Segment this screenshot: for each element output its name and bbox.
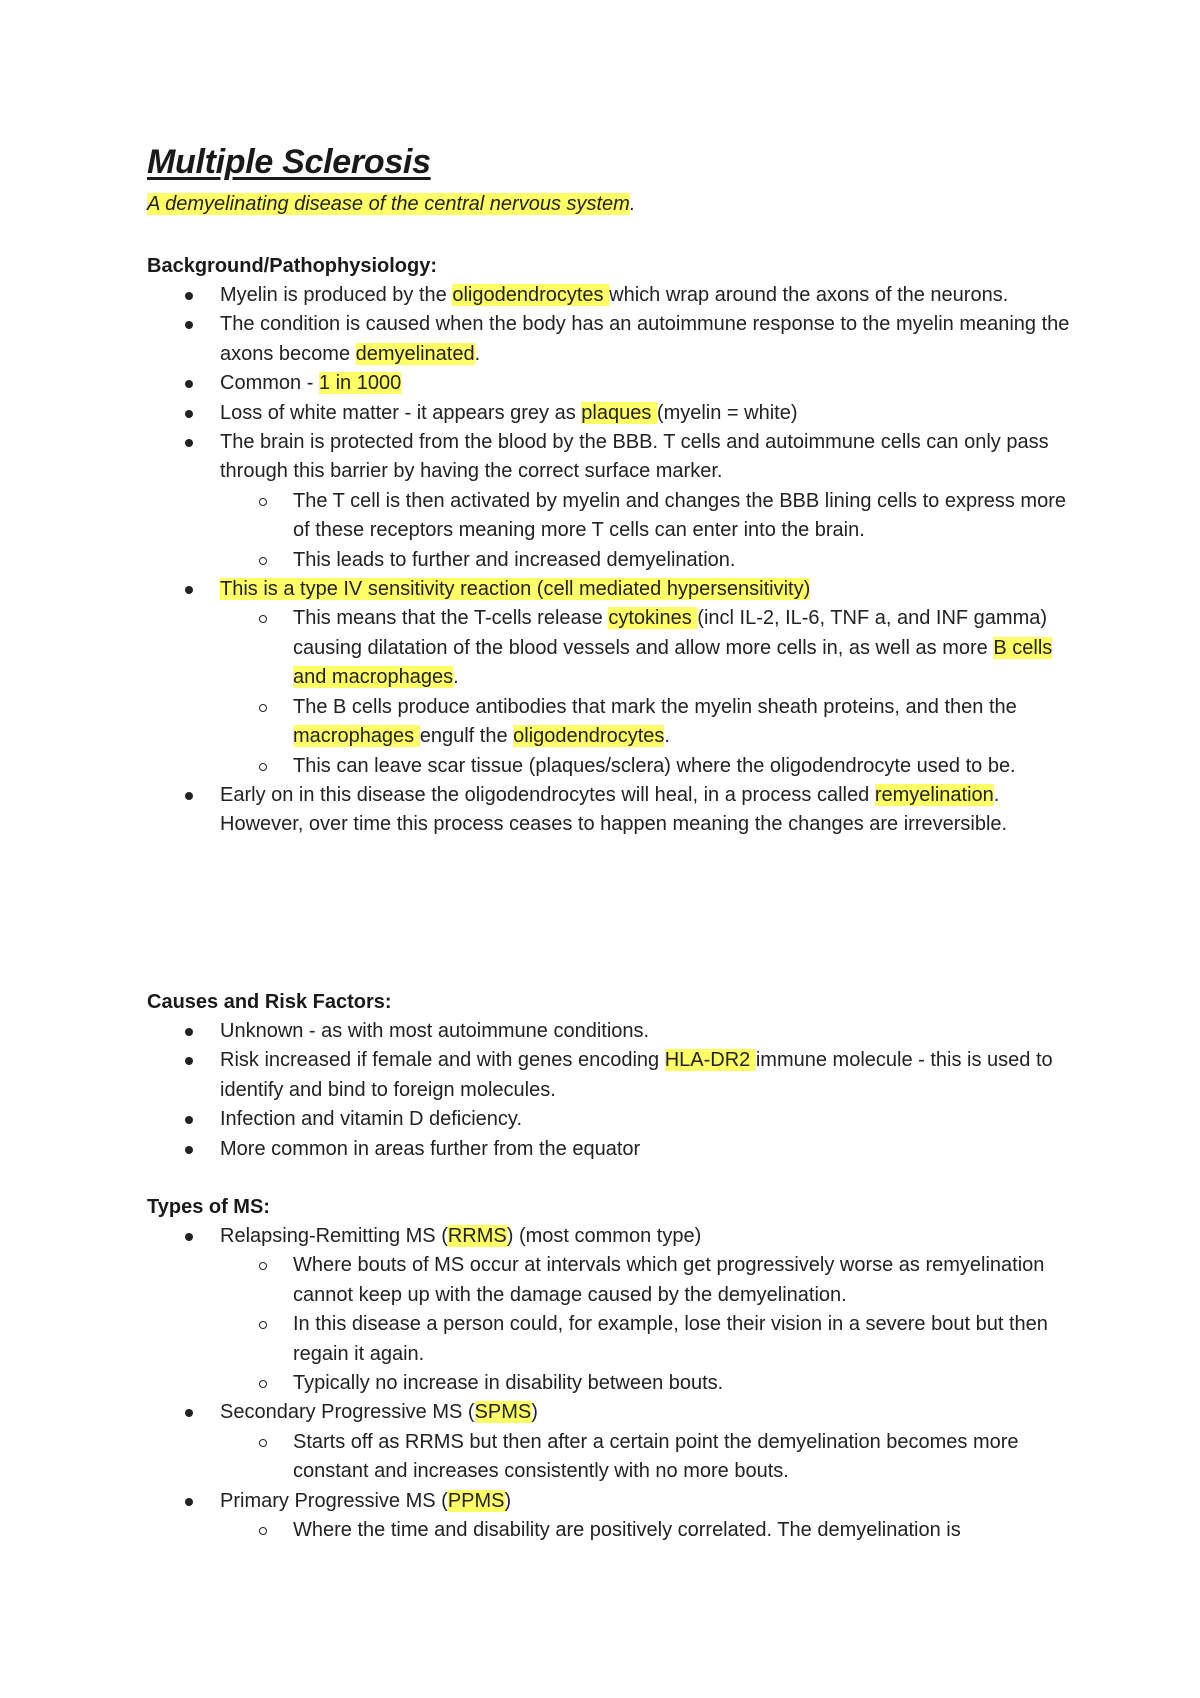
sub-list-item: [220, 1516, 1072, 1545]
list-item: [147, 575, 1072, 781]
item-text: Common -: [220, 372, 319, 395]
item-text: .: [453, 666, 459, 689]
bullet-circle-icon: [259, 1321, 267, 1329]
list-item: [147, 1017, 1072, 1046]
item-text: Typically no increase in disability between bouts.: [293, 1372, 724, 1395]
bullet-circle-icon: [259, 763, 267, 771]
section-heading-background: Background/Pathophysiology:: [147, 255, 438, 277]
document-title: Multiple Sclerosis: [147, 143, 431, 181]
item-text: In this disease a person could, for example, lose their vision in a severe bout but then regain it again.: [293, 1313, 1048, 1365]
sub-bullet-list: [220, 487, 1072, 575]
item-text: immune molecule - this is used to identify and bind to foreign molecules.: [220, 1049, 1053, 1101]
item-text: (myelin = white): [656, 401, 798, 424]
item-text: The condition is caused when the body has an autoimmune response to the myelin meaning the axons become: [220, 313, 1070, 365]
list-item: [147, 310, 1072, 369]
bullet-list: [147, 1017, 1072, 1164]
section-list-background: [147, 281, 1072, 840]
item-text: The T cell is then activated by myelin and changes the BBB lining cells to express more of these receptors meaning more T cells can enter into the brain.: [293, 489, 1066, 542]
bullet-disc-icon: [185, 1233, 193, 1241]
item-text: engulf the: [419, 725, 514, 748]
item-text: .: [474, 342, 481, 365]
list-item: [147, 781, 1072, 840]
bullet-disc-icon: [185, 586, 193, 594]
highlighted-text: cytokines: [608, 607, 698, 630]
item-text: Myelin is produced by the: [220, 284, 453, 306]
item-text: More common in areas further from the equator: [220, 1137, 641, 1160]
highlighted-text: SPMS: [474, 1401, 532, 1424]
item-text: ): [504, 1489, 512, 1512]
item-text: The B cells produce antibodies that mark the myelin sheath proteins, and then the: [293, 695, 1017, 718]
highlighted-text: macrophages: [293, 725, 420, 748]
item-text: which wrap around the axons of the neurons.: [609, 284, 1009, 306]
item-text: ) (most common type): [506, 1225, 702, 1247]
sub-bullet-list: [220, 1516, 1072, 1545]
bullet-disc-icon: [185, 380, 193, 388]
item-text: ): [531, 1401, 538, 1424]
item-text: Relapsing-Remitting MS (: [220, 1225, 448, 1247]
sub-list-item: [220, 693, 1072, 752]
highlighted-text: plaques: [581, 401, 657, 424]
item-text: The brain is protected from the blood by the BBB. T cells and autoimmune cells can only pass through this barrier by having the correct surface marker.: [220, 431, 1049, 483]
list-item: [147, 1222, 1072, 1398]
bullet-circle-icon: [259, 615, 267, 623]
item-text: This means that the T-cells release: [293, 607, 609, 630]
highlighted-text: HLA-DR2: [664, 1049, 756, 1072]
list-item: [147, 1398, 1072, 1486]
sub-list-item: [220, 1428, 1072, 1487]
list-item: [147, 1135, 1072, 1164]
sub-list-item: [220, 1369, 1072, 1398]
bullet-disc-icon: [185, 1057, 193, 1065]
subtitle-highlight: A demyelinating disease of the central nervous system: [147, 193, 630, 215]
sub-list-item: [220, 604, 1072, 692]
bullet-disc-icon: [185, 410, 193, 418]
item-text: This leads to further and increased demyelination.: [293, 548, 736, 571]
section-list-types: [147, 1222, 1072, 1545]
sub-list-item: [220, 1310, 1072, 1369]
item-text: Loss of white matter - it appears grey as: [220, 401, 582, 424]
bullet-disc-icon: [185, 321, 193, 329]
highlighted-text: RRMS: [447, 1225, 507, 1247]
highlighted-text: demyelinated: [355, 342, 475, 365]
bullet-disc-icon: [185, 292, 193, 300]
item-text: Unknown - as with most autoimmune conditions.: [220, 1020, 650, 1042]
item-text: . However, over time this process ceases to happen meaning the changes are irreversible.: [220, 783, 1008, 836]
bullet-disc-icon: [185, 439, 193, 447]
section-heading-causes: Causes and Risk Factors:: [147, 991, 392, 1013]
section-list-causes: [147, 1017, 1072, 1164]
item-text: Early on in this disease the oligodendrocytes will heal, in a process called: [220, 783, 875, 806]
item-text: .: [664, 725, 670, 748]
list-item: [147, 369, 1072, 398]
item-text: Infection and vitamin D deficiency.: [220, 1108, 523, 1131]
bullet-list: [147, 1222, 1072, 1545]
list-item: [147, 399, 1072, 428]
bullet-disc-icon: [185, 1409, 193, 1417]
list-item: [147, 1046, 1072, 1105]
subtitle-period: .: [629, 193, 636, 215]
item-text: (incl IL-2, IL-6, TNF a, and INF gamma) causing dilatation of the blood vessels and allow more cells in, as well as more: [293, 607, 1048, 659]
highlighted-text: 1 in 1000: [318, 372, 402, 395]
bullet-disc-icon: [185, 792, 193, 800]
bullet-circle-icon: [259, 498, 267, 506]
bullet-circle-icon: [259, 1380, 267, 1388]
highlighted-text: B cells and macrophages: [293, 636, 1053, 689]
sub-bullet-list: [220, 1251, 1072, 1398]
bullet-disc-icon: [185, 1498, 193, 1506]
highlighted-text: remyelination: [874, 783, 994, 806]
item-text: Risk increased if female and with genes encoding: [220, 1049, 665, 1072]
bullet-circle-icon: [259, 557, 267, 565]
item-text: Primary Progressive MS (: [220, 1489, 448, 1512]
bullet-circle-icon: [259, 704, 267, 712]
bullet-circle-icon: [259, 1262, 267, 1270]
bullet-circle-icon: [259, 1527, 267, 1535]
item-text: Where bouts of MS occur at intervals which get progressively worse as remyelination cannot keep up with the damage caused by the demyelination.: [293, 1254, 1045, 1306]
item-text: Where the time and disability are positively correlated. The demyelination is: [293, 1519, 961, 1542]
item-text: This can leave scar tissue (plaques/sclera) where the oligodendrocyte used to be.: [293, 754, 1016, 777]
sub-bullet-list: [220, 604, 1072, 780]
bullet-disc-icon: [185, 1116, 193, 1124]
list-item: [147, 1105, 1072, 1134]
highlighted-text: This is a type IV sensitivity reaction (cell mediated hypersensitivity): [220, 578, 811, 601]
document-subtitle: [147, 193, 635, 216]
item-text: Secondary Progressive MS (: [220, 1401, 475, 1424]
bullet-disc-icon: [185, 1146, 193, 1154]
list-item: [147, 428, 1072, 575]
highlighted-text: oligodendrocytes: [452, 284, 610, 306]
sub-list-item: [220, 752, 1072, 781]
bullet-list: [147, 281, 1072, 840]
bullet-circle-icon: [259, 1439, 267, 1447]
sub-list-item: [220, 546, 1072, 575]
highlighted-text: oligodendrocytes: [513, 725, 665, 748]
bullet-disc-icon: [185, 1028, 193, 1036]
sub-bullet-list: [220, 1428, 1072, 1487]
highlighted-text: PPMS: [447, 1489, 505, 1512]
list-item: [147, 281, 1072, 310]
list-item: [147, 1487, 1072, 1546]
sub-list-item: [220, 1251, 1072, 1310]
item-text: Starts off as RRMS but then after a certain point the demyelination becomes more constant and increases consistently with no more bouts.: [293, 1430, 1019, 1483]
sub-list-item: [220, 487, 1072, 546]
section-heading-types: Types of MS:: [147, 1196, 270, 1218]
